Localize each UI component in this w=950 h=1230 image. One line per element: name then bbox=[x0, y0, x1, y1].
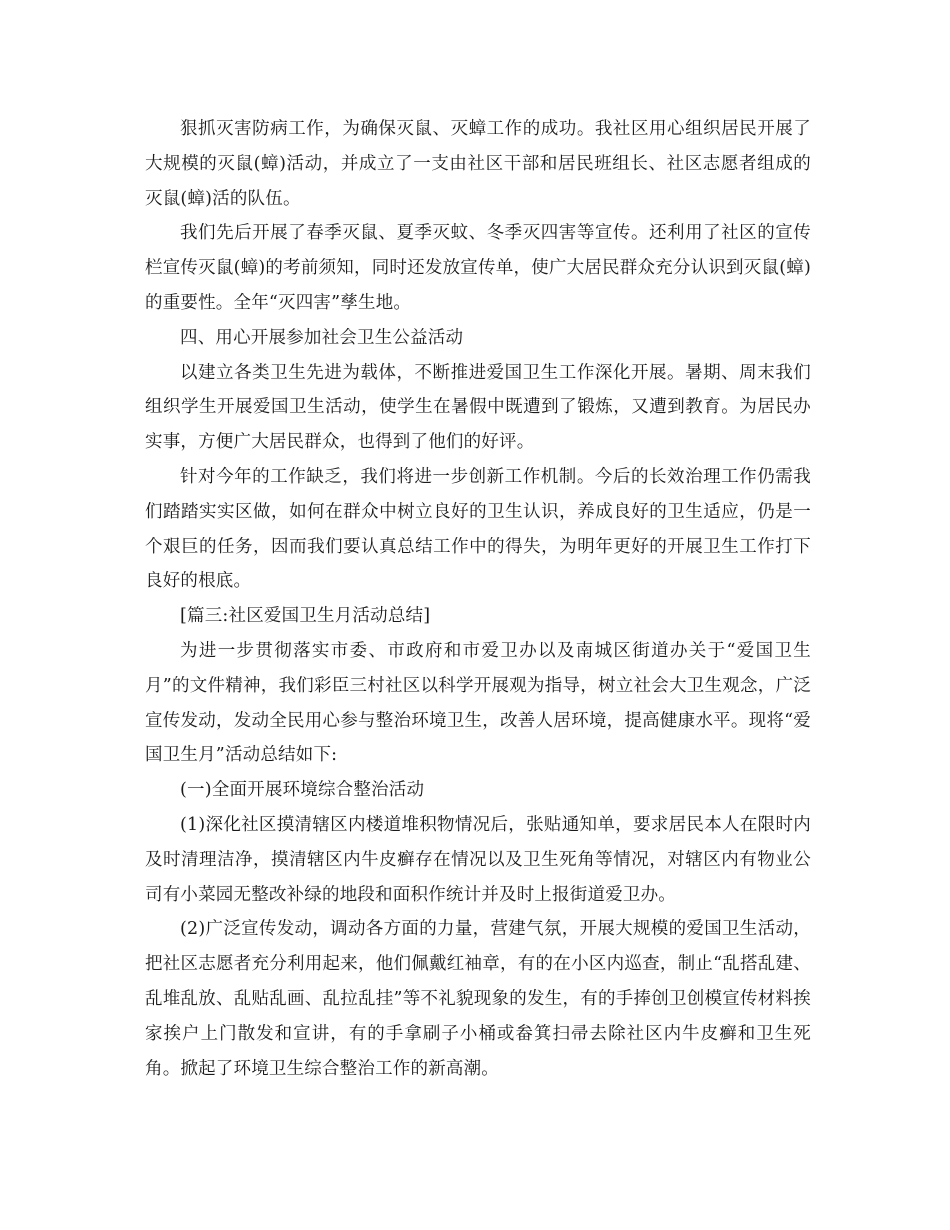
section-heading-environment: (一)全面开展环境综合整治活动 bbox=[180, 780, 425, 801]
paragraph-item-1: (1)深化社区摸清辖区内楼道堆积物情况后，张贴通知单，要求居民本人在限时内及时清理洁净，摸清辖区内牛皮癣存在情况以及卫生死角等情况，对辖区内有物业公司有小菜园无整改补绿的地段和面积作统计并及时上报街道爱卫办。 bbox=[145, 814, 811, 905]
article-title-part-three: [篇三:社区爱国卫生月活动总结] bbox=[180, 606, 431, 627]
paragraph-pest-control: 狠抓灭害防病工作，为确保灭鼠、灭蟑工作的成功。我社区用心组织居民开展了大规模的灭鼠(蟑)活动，并成立了一支由社区干部和居民班组长、社区志愿者组成的灭鼠(蟑)活的队伍。 bbox=[145, 119, 811, 209]
paragraph-item-2: (2)广泛宣传发动，调动各方面的力量，营建气氛，开展大规模的爱国卫生活动，把社区志愿者充分利用起来，他们佩戴红袖章，有的在小区内巡查，制止“乱搭乱建、乱堆乱放、乱贴乱画、乱拉乱挂”等不礼貌现象的发生，有的手捧创卫创模宣传材料挨家挨户上门散发和宣讲，有的手拿刷子小桶或畚箕扫帚去除社区内牛皮癣和卫生死角。掀起了环境卫生综合整治工作的新高潮。 bbox=[145, 919, 811, 1079]
paragraph-future-work: 针对今年的工作缺乏，我们将进一步创新工作机制。今后的长效治理工作仍需我们踏踏实实区做，如何在群众中树立良好的卫生认识，养成良好的卫生适应，仍是一个艰巨的任务，因而我们要认真总结工作中的得失，为明年更好的开展卫生工作打下良好的根底。 bbox=[145, 466, 811, 592]
paragraph-seasonal-campaigns: 我们先后开展了春季灭鼠、夏季灭蚊、冬季灭四害等宣传。还利用了社区的宣传栏宣传灭鼠(蟑)的考前须知，同时还发放宣传单，使广大居民群众充分认识到灭鼠(蟑)的重要性。全年“灭四害”孳生地。 bbox=[145, 223, 811, 313]
paragraph-introduction: 为进一步贯彻落实市委、市政府和市爱卫办以及南城区街道办关于“爱国卫生月”的文件精神，我们彩臣三村社区以科学开展观为指导，树立社会大卫生观念，广泛宣传发动，发动全民用心参与整治环境卫生，改善人居环境，提高健康水平。现将“爱国卫生月”活动总结如下: bbox=[145, 640, 811, 766]
document-body bbox=[145, 112, 811, 1086]
paragraph-public-welfare: 以建立各类卫生先进为载体，不断推进爱国卫生工作深化开展。暑期、周末我们组织学生开展爱国卫生活动，使学生在暑假中既遭到了锻炼，又遭到教育。为居民办实事，方便广大居民群众，也得到了他们的好评。 bbox=[145, 362, 811, 453]
section-heading-public-welfare: 四、用心开展参加社会卫生公益活动 bbox=[180, 327, 464, 348]
